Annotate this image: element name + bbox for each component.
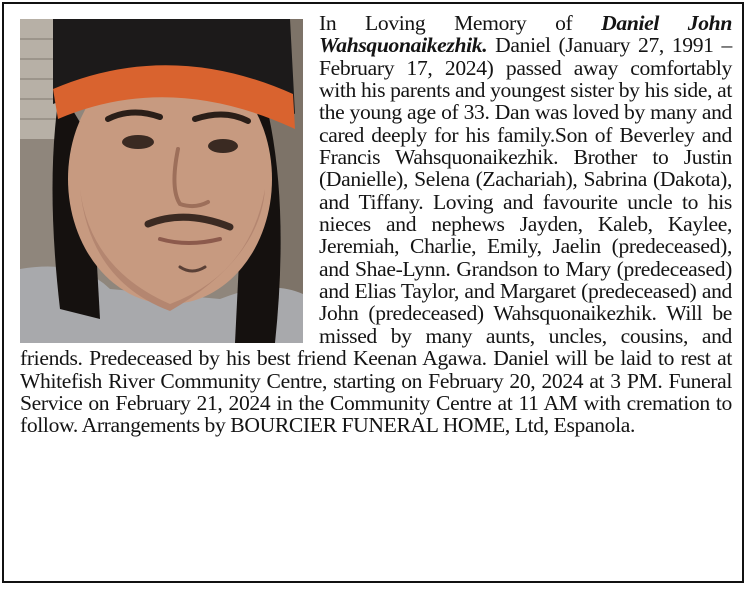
photo-text-wrap xyxy=(20,12,319,342)
obituary-text xyxy=(20,12,732,437)
obituary-body: Daniel (January 27, 1991 – February 17, 2024) passed away comfortably with his parents and youngest sister by his side, at the young age of 33. Dan was loved by many and cared deeply for his family.Son of Beverley and Francis Wahsquonaikezhik. Brother to Justin (Danielle), Selena (Zachariah), Sabrina (Dakota), and Tiffany. Loving and favourite uncle to his nieces and nephews Jayden, Kaleb, Kaylee, Jeremiah, Charlie, Emily, Jaelin (predeceased), and Shae-Lynn. Grandson to Mary (predeceased) and Elias Taylor, and Margaret (predeceased) and John (predeceased) Wahsquonaikezhik. Will be missed by many aunts, uncles, cousins, and friends. Predeceased by his best friend Keenan Agawa. Daniel will be laid to rest at Whitefish River Community Centre, starting on February 20, 2024 at 3 PM. Funeral Service on February 21, 2024 in the Community Centre at 11 AM with cremation to follow. Arrangements by BOURCIER FUNERAL HOME, Ltd, Espanola. xyxy=(20,33,732,438)
obituary-notice xyxy=(2,2,744,583)
obituary-intro: In Loving Memory of xyxy=(319,11,602,35)
deceased-name: Daniel John Wahsquonaikezhik. xyxy=(319,11,732,58)
